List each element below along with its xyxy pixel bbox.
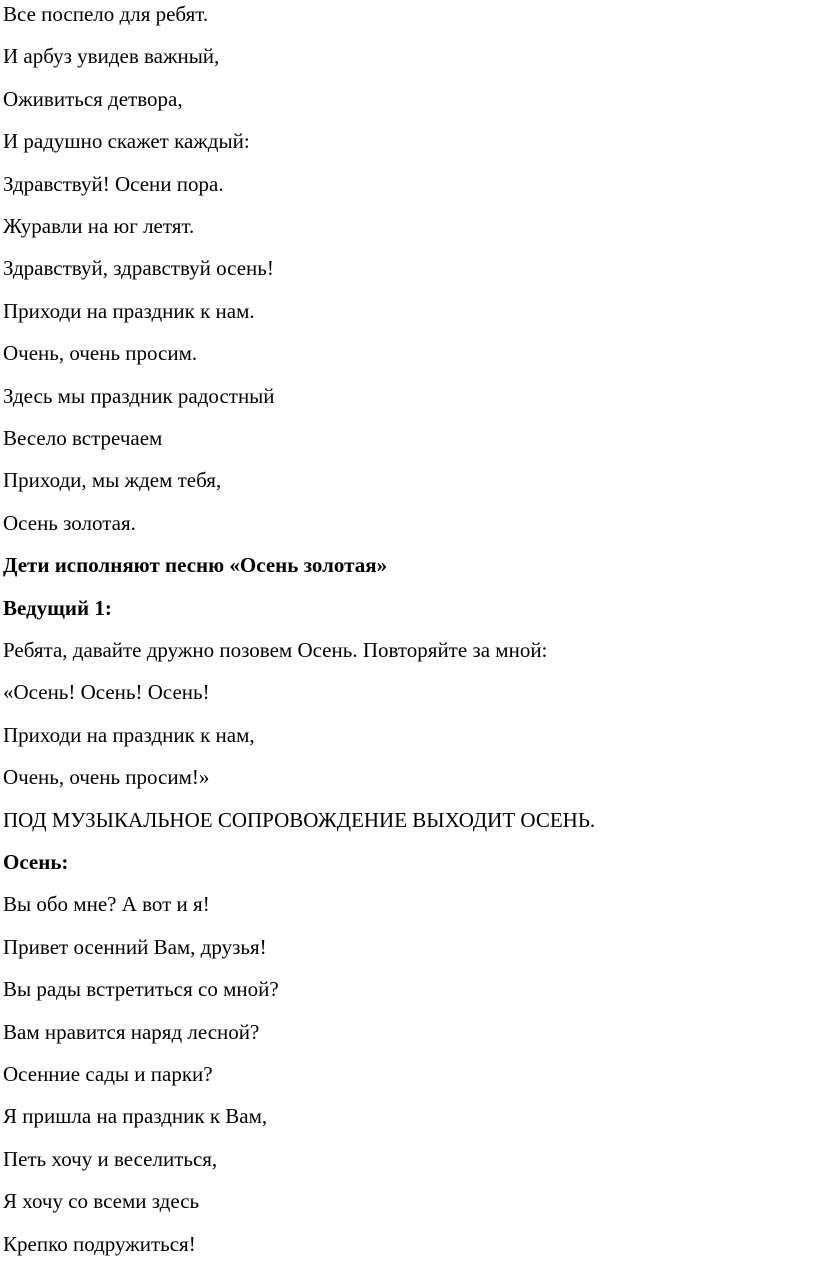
- text-line: Здравствуй, здравствуй осень!: [3, 256, 274, 281]
- text-line: Оживиться детвора,: [3, 86, 183, 111]
- text-line: Приходи на праздник к нам.: [3, 298, 255, 323]
- text-line: Вам нравится наряд лесной?: [3, 1019, 260, 1044]
- text-line: Осенние сады и парки?: [3, 1062, 213, 1086]
- text-line: Очень, очень просим.: [3, 341, 198, 366]
- text-line: Я пришла на праздник к Вам,: [3, 1104, 268, 1129]
- text-line: Вы обо мне? А вот и я!: [3, 892, 210, 917]
- heading-line: Осень:: [3, 850, 69, 874]
- text-line: Приходи, мы ждем тебя,: [3, 468, 222, 493]
- text-line: И арбуз увидев важный,: [3, 44, 220, 69]
- text-line: Осень золотая.: [3, 510, 136, 535]
- text-line: Крепко подружиться!: [3, 1231, 196, 1256]
- text-line: Ребята, давайте дружно позовем Осень. Повторяйте за мной:: [3, 638, 548, 662]
- text-line: Петь хочу и веселиться,: [3, 1146, 218, 1171]
- text-line: Приходи на праздник к нам,: [3, 722, 255, 747]
- text-line: «Осень! Осень! Осень!: [3, 680, 210, 705]
- heading-line: Дети исполняют песню «Осень золотая»: [3, 553, 388, 578]
- text-line: Все поспело для ребят.: [3, 2, 209, 26]
- text-line: Очень, очень просим!»: [3, 765, 210, 790]
- text-line: ПОД МУЗЫКАЛЬНОЕ СОПРОВОЖДЕНИЕ ВЫХОДИТ ОСЕНЬ.: [3, 807, 596, 832]
- text-line: Здесь мы праздник радостный: [3, 383, 275, 408]
- text-line: Журавли на юг летят.: [3, 214, 195, 238]
- text-line: Я хочу со всеми здесь: [3, 1189, 200, 1214]
- text-line: Привет осенний Вам, друзья!: [3, 934, 267, 959]
- text-line: И радушно скажет каждый:: [3, 129, 250, 154]
- text-line: Здравствуй! Осени пора.: [3, 171, 224, 196]
- heading-line: Ведущий 1:: [3, 595, 112, 620]
- text-line: Весело встречаем: [3, 426, 163, 450]
- text-line: Вы рады встретиться со мной?: [3, 977, 279, 1002]
